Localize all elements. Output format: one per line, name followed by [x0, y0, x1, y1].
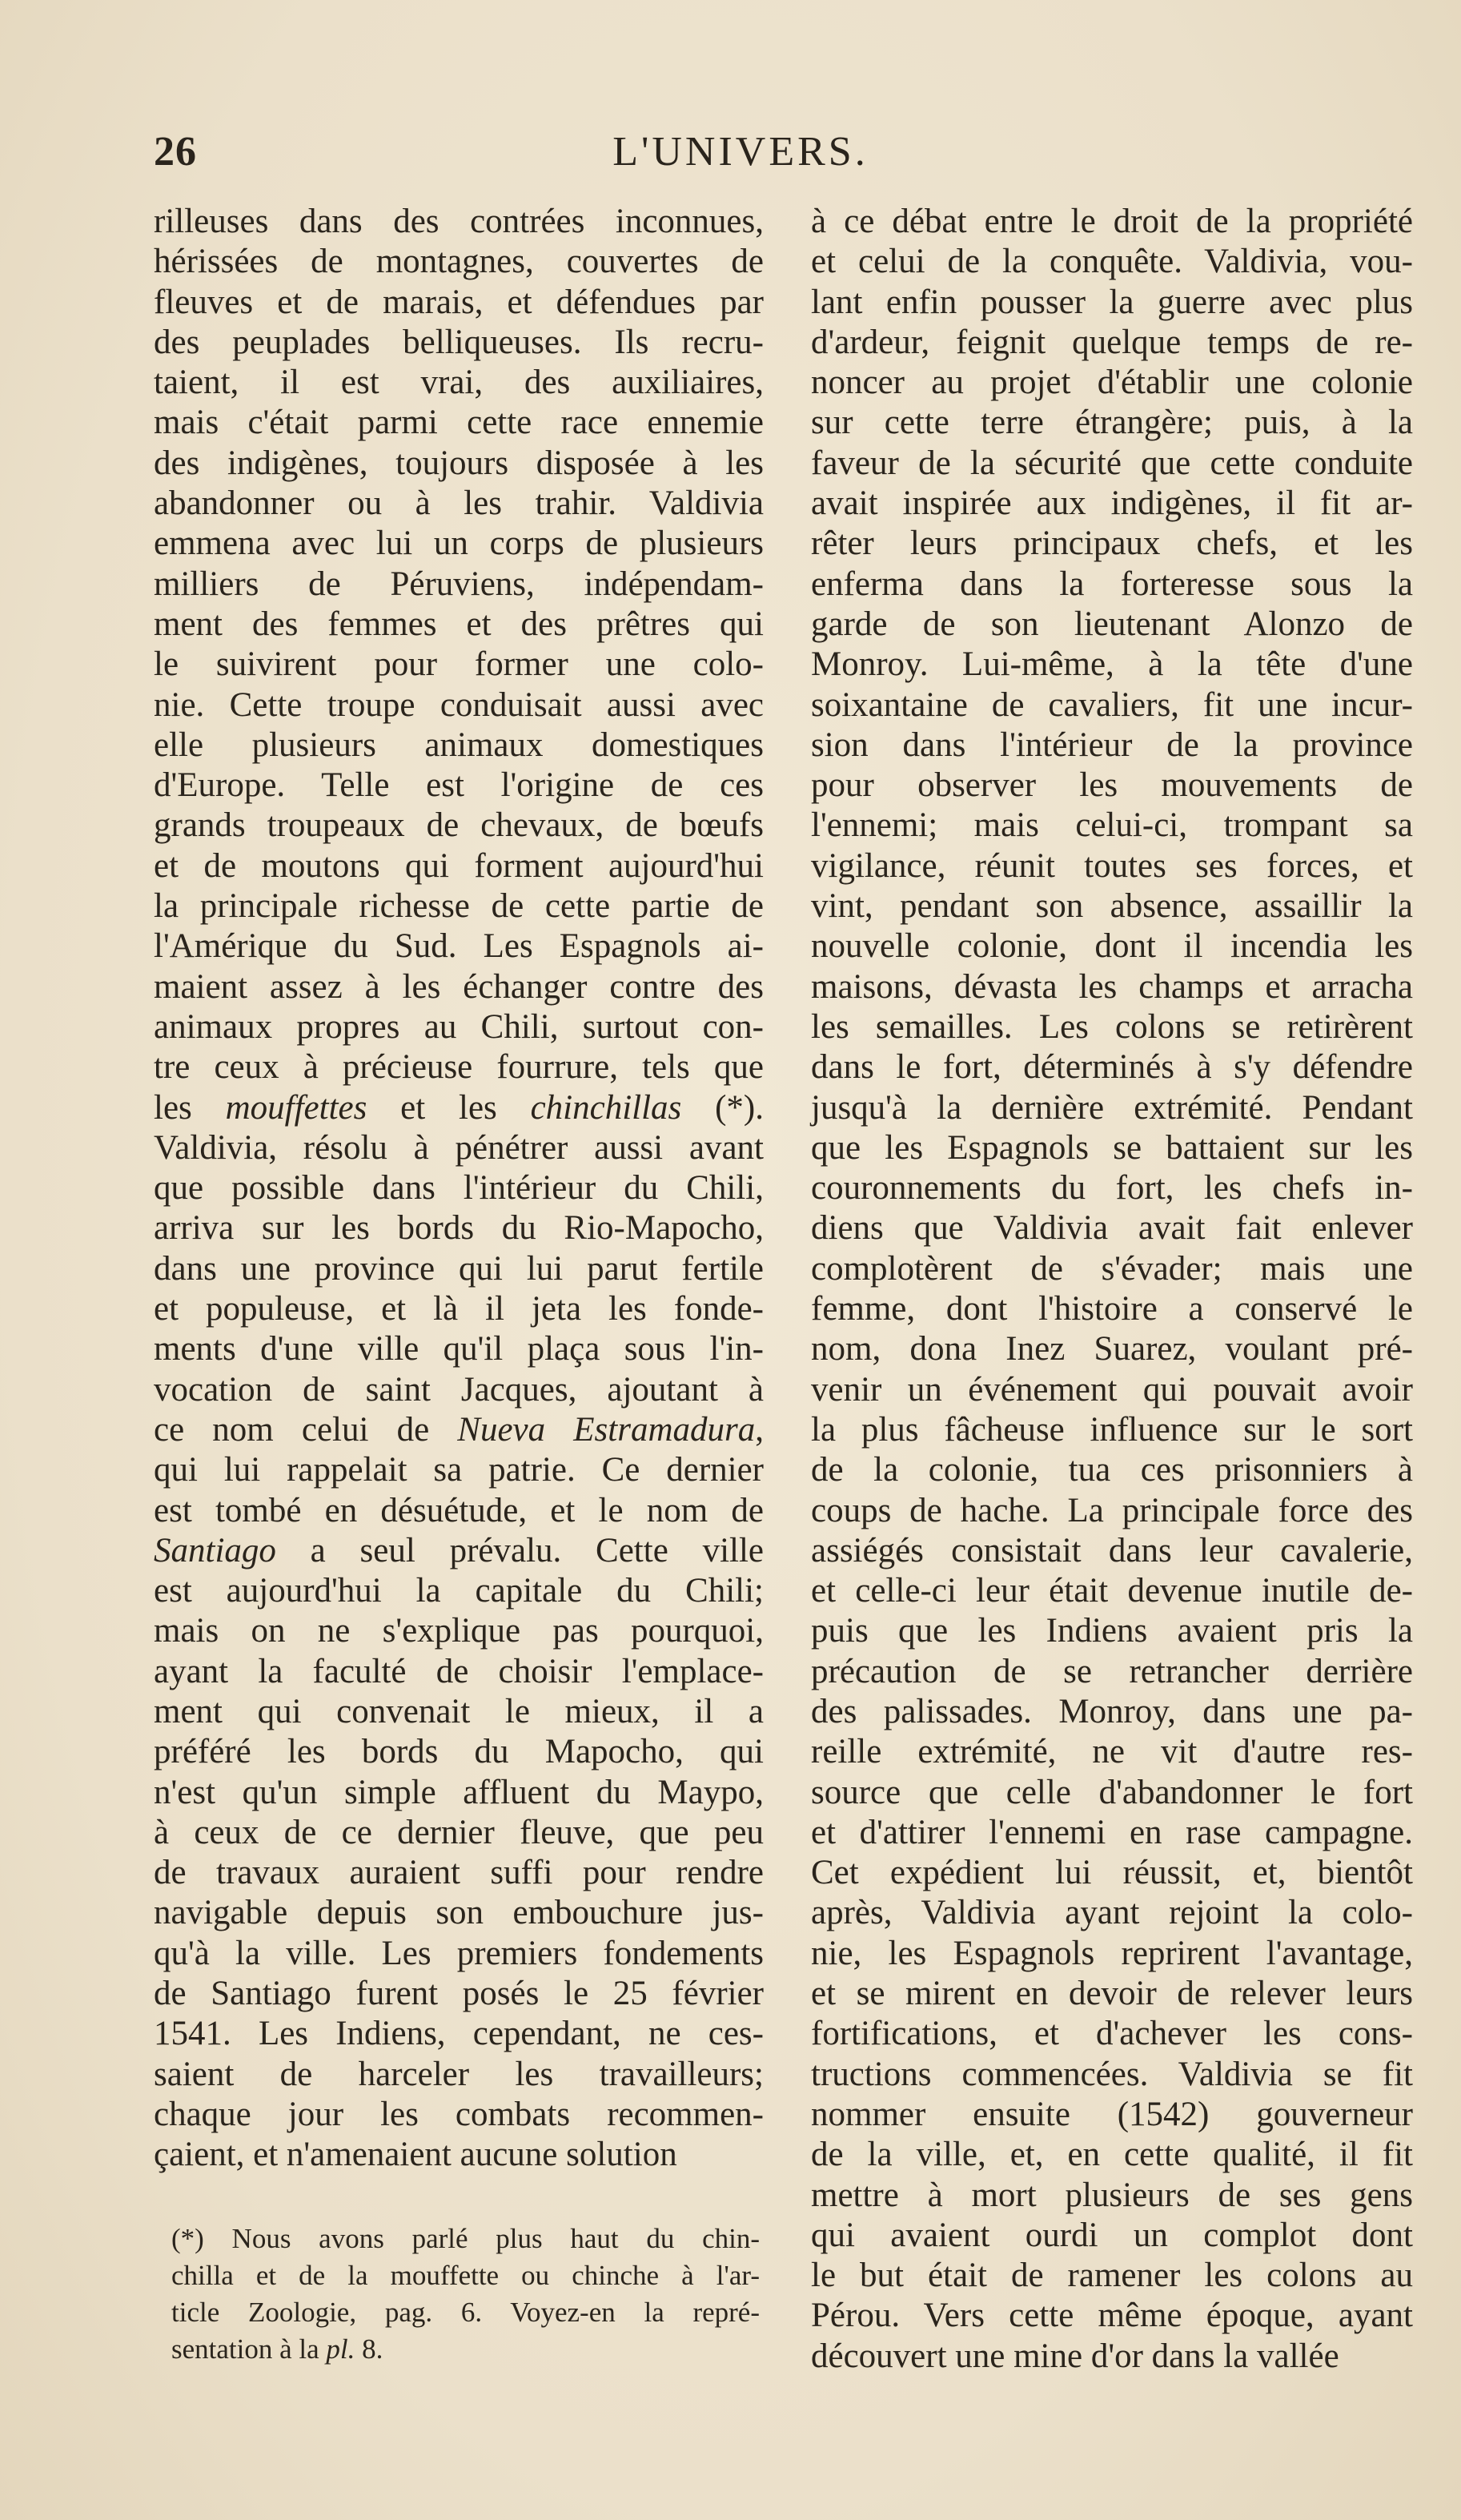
footnote-line: (*) Nous avons parlé plus haut du chin-: [171, 2223, 760, 2254]
right_column-line: de la ville, et, en cette qualité, il fit: [811, 2136, 1413, 2174]
right_column-line: femme, dont l'histoire a conservé le: [811, 1290, 1413, 1328]
right_column-line: vigilance, réunit toutes ses forces, et: [811, 846, 1413, 885]
right_column-line: le but était de ramener les colons au: [811, 2257, 1413, 2295]
right_column-line: sur cette terre étrangère; puis, à la: [811, 404, 1413, 442]
right_column-line: noncer au projet d'établir une colonie: [811, 364, 1413, 402]
right_column-line: assiégés consistait dans leur cavalerie,: [811, 1531, 1413, 1569]
left_column-line: de travaux auraient suffi pour rendre: [154, 1854, 764, 1892]
left_column-line: 1541. Les Indiens, cependant, ne ces-: [154, 2015, 764, 2053]
left_column-line: les mouffettes et les chinchillas (*).: [154, 1088, 764, 1127]
left_column-line: des indigènes, toujours disposée à les: [154, 444, 764, 482]
left_column-line: ment qui convenait le mieux, il a: [154, 1692, 764, 1730]
left_column-line: arriva sur les bords du Rio-Mapocho,: [154, 1209, 764, 1248]
left_column-line: qu'à la ville. Les premiers fondements: [154, 1934, 764, 1972]
right_column-line: nouvelle colonie, dont il incendia les: [811, 927, 1413, 966]
left_column-line: l'Amérique du Sud. Les Espagnols ai-: [154, 927, 764, 966]
right_column-line: reille extrémité, ne vit d'autre res-: [811, 1733, 1413, 1771]
italic-term: Nueva Estramadura: [457, 1410, 756, 1449]
left_column-line: hérissées de montagnes, couvertes de: [154, 243, 764, 281]
left-text-column: [154, 202, 764, 2176]
left_column-line: milliers de Péruviens, indépendam-: [154, 565, 764, 603]
right_column-line: nie, les Espagnols reprirent l'avantage,: [811, 1934, 1413, 1972]
right_column-line: d'ardeur, feignit quelque temps de re-: [811, 323, 1413, 361]
left_column-line: taient, il est vrai, des auxiliaires,: [154, 364, 764, 402]
page-number: 26: [154, 129, 197, 175]
right_column-line: fortifications, et d'achever les cons-: [811, 2015, 1413, 2053]
right_column-line: puis que les Indiens avaient pris la: [811, 1612, 1413, 1650]
right_column-line: et se mirent en devoir de relever leurs: [811, 1975, 1413, 2013]
right_column-line: couronnements du fort, les chefs in-: [811, 1169, 1413, 1208]
left_column-line: est aujourd'hui la capitale du Chili;: [154, 1572, 764, 1610]
left_column-line: que possible dans l'intérieur du Chili,: [154, 1169, 764, 1208]
right_column-line: soixantaine de cavaliers, fit une incur-: [811, 685, 1413, 724]
left_column-line: ments d'une ville qu'il plaça sous l'in-: [154, 1330, 764, 1369]
left_column-line: de Santiago furent posés le 25 février: [154, 1975, 764, 2013]
right_column-line: rêter leurs principaux chefs, et les: [811, 524, 1413, 563]
right_column-line: mettre à mort plusieurs de ses gens: [811, 2176, 1413, 2214]
left_column-line: et populeuse, et là il jeta les fonde-: [154, 1290, 764, 1328]
right_column-line: après, Valdivia ayant rejoint la colo-: [811, 1894, 1413, 1932]
left_column-line: Santiago a seul prévalu. Cette ville: [154, 1531, 764, 1569]
right_column-line: et d'attirer l'ennemi en rase campagne.: [811, 1813, 1413, 1851]
left_column-line: rilleuses dans des contrées inconnues,: [154, 203, 764, 240]
right_column-line: précaution de se retrancher derrière: [811, 1652, 1413, 1690]
right-text-column: [811, 202, 1413, 2377]
italic-term: chinchillas: [530, 1088, 682, 1127]
right_column-line: coups de hache. La principale force des: [811, 1491, 1413, 1529]
right_column-line: et celle-ci leur était devenue inutile de-: [811, 1572, 1413, 1610]
left_column-line: chaque jour les combats recommen-: [154, 2095, 764, 2133]
right_column-line: jusqu'à la dernière extrémité. Pendant: [811, 1088, 1413, 1127]
italic-term: mouffettes: [225, 1088, 367, 1127]
left_column-line: mais on ne s'explique pas pourquoi,: [154, 1612, 764, 1650]
right_column-line: sion dans l'intérieur de la province: [811, 725, 1413, 764]
footnote-line: ticle Zoologie, pag. 6. Voyez-en la repré-: [171, 2297, 760, 2328]
left_column-line: emmena avec lui un corps de plusieurs: [154, 524, 764, 563]
right_column-line: enferma dans la forteresse sous la: [811, 565, 1413, 603]
right_column-line: découvert une mine d'or dans la vallée: [811, 2337, 1339, 2375]
right_column-line: la plus fâcheuse influence sur le sort: [811, 1410, 1413, 1449]
left_column-line: préféré les bords du Mapocho, qui: [154, 1733, 764, 1771]
footnote-line: sentation à la pl. 8.: [171, 2333, 383, 2365]
right_column-line: qui avaient ourdi un complot dont: [811, 2216, 1413, 2254]
right_column-line: diens que Valdivia avait fait enlever: [811, 1209, 1413, 1248]
left_column-line: dans une province qui lui parut fertile: [154, 1249, 764, 1288]
right_column-line: garde de son lieutenant Alonzo de: [811, 605, 1413, 643]
right_column-line: nom, dona Inez Suarez, voulant pré-: [811, 1330, 1413, 1369]
left_column-line: saient de harceler les travailleurs;: [154, 2055, 764, 2093]
left_column-line: mais c'était parmi cette race ennemie: [154, 404, 764, 442]
left_column-line: la principale richesse de cette partie de: [154, 887, 764, 926]
right_column-line: et celui de la conquête. Valdivia, vou-: [811, 243, 1413, 281]
right_column-line: avait inspirée aux indigènes, il fit ar-: [811, 484, 1413, 523]
right_column-line: tructions commencées. Valdivia se fit: [811, 2055, 1413, 2093]
left_column-line: nie. Cette troupe conduisait aussi avec: [154, 685, 764, 724]
left_column-line: elle plusieurs animaux domestiques: [154, 725, 764, 764]
right_column-line: maisons, dévasta les champs et arracha: [811, 967, 1413, 1006]
left_column-line: animaux propres au Chili, surtout con-: [154, 1007, 764, 1046]
right_column-line: que les Espagnols se battaient sur les: [811, 1128, 1413, 1167]
italic-term: pl.: [326, 2333, 355, 2365]
left_column-line: ayant la faculté de choisir l'emplace-: [154, 1652, 764, 1690]
left_column-line: n'est qu'un simple affluent du Maypo,: [154, 1773, 764, 1811]
left_column-line: Valdivia, résolu à pénétrer aussi avant: [154, 1128, 764, 1167]
footnote: [171, 2221, 760, 2368]
right_column-line: dans le fort, déterminés à s'y défendre: [811, 1048, 1413, 1087]
right_column-line: Monroy. Lui-même, à la tête d'une: [811, 645, 1413, 684]
left_column-line: ce nom celui de Nueva Estramadura,: [154, 1410, 764, 1449]
right_column-line: Pérou. Vers cette même époque, ayant: [811, 2297, 1413, 2335]
running-title: L'UNIVERS.: [612, 129, 869, 175]
left_column-line: le suivirent pour former une colo-: [154, 645, 764, 684]
right_column-line: l'ennemi; mais celui-ci, trompant sa: [811, 806, 1413, 845]
left_column-line: tre ceux à précieuse fourrure, tels que: [154, 1048, 764, 1087]
left_column-line: grands troupeaux de chevaux, de bœufs: [154, 806, 764, 845]
left_column-line: est tombé en désuétude, et le nom de: [154, 1491, 764, 1529]
right_column-line: pour observer les mouvements de: [811, 766, 1413, 805]
left_column-line: qui lui rappelait sa patrie. Ce dernier: [154, 1451, 764, 1489]
left_column-line: maient assez à les échanger contre des: [154, 967, 764, 1006]
left_column-line: navigable depuis son embouchure jus-: [154, 1894, 764, 1932]
right_column-line: nommer ensuite (1542) gouverneur: [811, 2095, 1413, 2133]
left_column-line: à ceux de ce dernier fleuve, que peu: [154, 1813, 764, 1851]
right_column-line: faveur de la sécurité que cette conduite: [811, 444, 1413, 482]
italic-term: Santiago: [154, 1531, 276, 1569]
right_column-line: de la colonie, tua ces prisonniers à: [811, 1451, 1413, 1489]
left_column-line: des peuplades belliqueuses. Ils recru-: [154, 323, 764, 361]
right_column-line: lant enfin pousser la guerre avec plus: [811, 283, 1413, 321]
right_column-line: complotèrent de s'évader; mais une: [811, 1249, 1413, 1288]
left_column-line: fleuves et de marais, et défendues par: [154, 283, 764, 321]
right_column-line: Cet expédient lui réussit, et, bientôt: [811, 1854, 1413, 1892]
right_column-line: source que celle d'abandonner le fort: [811, 1773, 1413, 1811]
left_column-line: abandonner ou à les trahir. Valdivia: [154, 484, 764, 523]
right_column-line: à ce débat entre le droit de la propriété: [811, 203, 1413, 240]
right_column-line: venir un événement qui pouvait avoir: [811, 1370, 1413, 1409]
left_column-line: et de moutons qui forment aujourd'hui: [154, 846, 764, 885]
right_column-line: les semailles. Les colons se retirèrent: [811, 1007, 1413, 1046]
left_column-line: ment des femmes et des prêtres qui: [154, 605, 764, 643]
page-header: [152, 128, 1329, 184]
left_column-line: vocation de saint Jacques, ajoutant à: [154, 1370, 764, 1409]
right_column-line: vint, pendant son absence, assaillir la: [811, 887, 1413, 926]
left_column-line: d'Europe. Telle est l'origine de ces: [154, 766, 764, 805]
footnote-line: chilla et de la mouffette ou chinche à l'ar-: [171, 2260, 760, 2291]
left_column-line: çaient, et n'amenaient aucune solution: [154, 2136, 677, 2174]
right_column-line: des palissades. Monroy, dans une pa-: [811, 1692, 1413, 1730]
